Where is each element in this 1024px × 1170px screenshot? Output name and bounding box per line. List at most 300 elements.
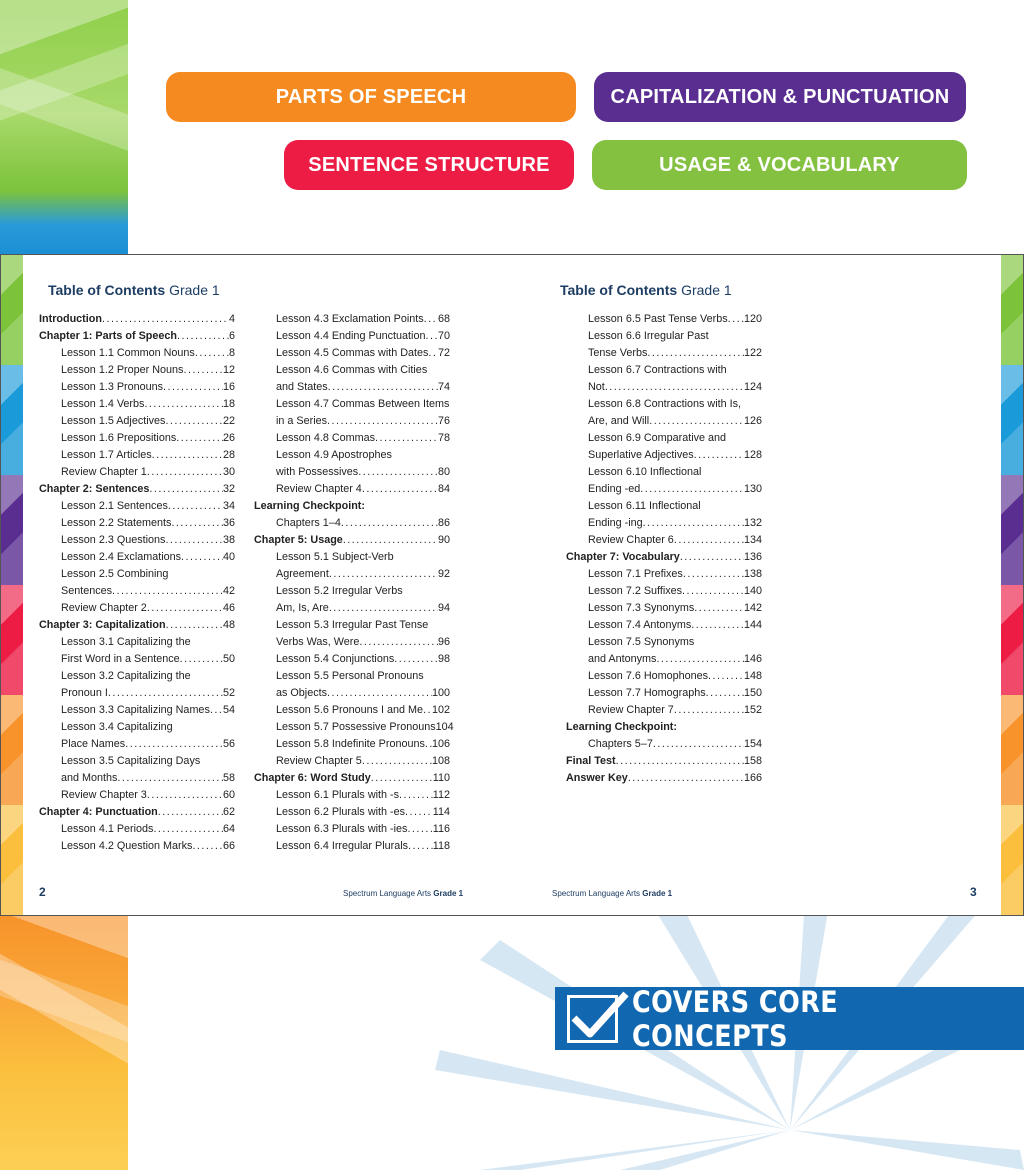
toc-entry-label: Lesson 5.3 Irregular Past Tense (276, 619, 429, 631)
banner-text: COVERS CORE CONCEPTS (631, 984, 838, 1053)
toc-entry-label: Lesson 3.1 Capitalizing the (61, 636, 191, 648)
toc-entry-page: 78 (437, 432, 450, 444)
toc-entry-label: Lesson 6.8 Contractions with Is, (588, 398, 742, 410)
toc-entry-page: 18 (222, 398, 235, 410)
toc-entry-label: Answer Key (566, 772, 628, 784)
toc-entry (566, 668, 762, 685)
toc-entry-label: Lesson 1.3 Pronouns (61, 381, 164, 393)
toc-entry-page: 22 (222, 415, 235, 427)
toc-entry (39, 634, 235, 651)
toc-entry-label: Review Chapter 7 (588, 704, 674, 716)
toc-entry-label: Pronoun I (61, 687, 108, 699)
toc-entry-page: 114 (432, 806, 450, 818)
toc-entry (39, 532, 235, 549)
toc-entry (254, 787, 450, 804)
toc-entry-label: Lesson 6.11 Inflectional (588, 500, 701, 512)
toc-entry (254, 634, 450, 651)
toc-entry (39, 583, 235, 600)
dot-leader (428, 345, 438, 362)
toc-entry-label: Lesson 4.5 Commas with Dates (276, 347, 429, 359)
toc-entry-page: 140 (743, 585, 762, 597)
toc-entry (254, 736, 450, 753)
toc-entry (254, 345, 450, 362)
toc-entry (254, 532, 450, 549)
toc-entry-page: 54 (222, 704, 235, 716)
toc-entry (254, 668, 450, 685)
toc-entry-page: 158 (743, 755, 762, 767)
toc-entry-label: First Word in a Sentence (61, 653, 180, 665)
dot-leader (365, 498, 450, 515)
dot-leader (399, 787, 433, 804)
toc-entry-label: Chapters 1–4 (276, 517, 341, 529)
toc-entry-label: Lesson 5.2 Irregular Verbs (276, 585, 403, 597)
dot-leader (153, 821, 223, 838)
toc-column-3 (566, 311, 762, 787)
dot-leader (329, 566, 438, 583)
dot-leader (425, 736, 432, 753)
edge-segment (1001, 475, 1023, 585)
toc-entry (254, 515, 450, 532)
toc-entry (39, 447, 235, 464)
toc-entry-page: 90 (437, 534, 450, 546)
toc-entry (39, 600, 235, 617)
dot-leader (165, 413, 223, 430)
toc-entry-page: 102 (431, 704, 450, 716)
toc-entry-page: 152 (743, 704, 762, 716)
edge-segment (1, 805, 23, 915)
toc-entry-page: 142 (743, 602, 762, 614)
toc-entry-page: 120 (743, 313, 762, 325)
toc-entry-label: Place Names (61, 738, 126, 750)
dot-leader (405, 804, 433, 821)
dot-leader (147, 787, 223, 804)
decorative-pattern-top (0, 0, 128, 255)
dot-leader (701, 464, 762, 481)
toc-entry (39, 481, 235, 498)
toc-entry-page: 76 (437, 415, 450, 427)
toc-entry (254, 838, 450, 855)
toc-entry (254, 651, 450, 668)
toc-entry-page: 70 (437, 330, 450, 342)
toc-entry-label: Lesson 6.2 Plurals with -es (276, 806, 406, 818)
toc-entry-label: Chapters 5–7 (588, 738, 653, 750)
toc-entry-label: Lesson 6.3 Plurals with -ies (276, 823, 408, 835)
dot-leader (112, 583, 223, 600)
toc-entry-label: Lesson 5.7 Possessive Pronouns (276, 721, 436, 733)
toc-entry-label: Lesson 1.5 Adjectives (61, 415, 166, 427)
dot-leader (741, 396, 762, 413)
toc-entry-label: Lesson 2.4 Exclamations (61, 551, 182, 563)
toc-entry (566, 753, 762, 770)
toc-entry-label: Chapter 5: Usage (254, 534, 343, 546)
toc-entry-page: 8 (228, 347, 235, 359)
category-parts-of-speech: PARTS OF SPEECH (166, 72, 576, 122)
dot-leader (183, 362, 223, 379)
toc-entry-label: Chapter 6: Word Study (254, 772, 371, 784)
toc-entry-page: 32 (222, 483, 235, 495)
toc-entry (39, 413, 235, 430)
toc-entry (254, 379, 450, 396)
toc-entry (566, 464, 762, 481)
toc-entry-label: Chapter 3: Capitalization (39, 619, 166, 631)
toc-entry-label: Final Test (566, 755, 616, 767)
dot-leader (392, 447, 450, 464)
toc-entry-label: Lesson 4.9 Apostrophes (276, 449, 392, 461)
toc-entry (39, 787, 235, 804)
dot-leader (605, 379, 744, 396)
dot-leader (628, 770, 744, 787)
dot-leader (171, 515, 223, 532)
toc-entry (254, 719, 454, 736)
dot-leader (706, 685, 744, 702)
toc-entry-page: 40 (222, 551, 235, 563)
toc-entry (39, 396, 235, 413)
toc-entry-label: Lesson 5.4 Conjunctions (276, 653, 395, 665)
left-page-number: 2 (39, 885, 46, 899)
toc-entry (566, 617, 762, 634)
dot-leader (144, 396, 223, 413)
toc-entry (254, 821, 450, 838)
toc-entry (39, 753, 235, 770)
dot-leader (329, 600, 438, 617)
toc-entry-page: 84 (437, 483, 450, 495)
toc-entry-label: Lesson 7.3 Synonyms (588, 602, 695, 614)
toc-entry (254, 583, 450, 600)
dot-leader (394, 549, 450, 566)
dot-leader (192, 838, 223, 855)
dot-leader (328, 379, 438, 396)
edge-segment (1, 695, 23, 805)
toc-entry-label: Ending -ing (588, 517, 643, 529)
toc-entry-label: Lesson 7.5 Synonyms (588, 636, 695, 648)
toc-entry-page: 118 (432, 840, 450, 852)
toc-entry-page: 130 (743, 483, 762, 495)
dot-leader (680, 549, 744, 566)
toc-entry-page: 36 (222, 517, 235, 529)
toc-entry (566, 362, 762, 379)
toc-entry (39, 685, 235, 702)
toc-entry-page: 74 (437, 381, 450, 393)
dot-leader (177, 328, 229, 345)
left-toc-title: Table of Contents Grade 1 (48, 282, 220, 298)
dot-leader (449, 396, 450, 413)
toc-entry-label: Lesson 6.6 Irregular Past (588, 330, 709, 342)
dot-leader (428, 617, 450, 634)
dot-leader (149, 481, 223, 498)
toc-entry-page: 64 (222, 823, 235, 835)
toc-entry-page: 58 (222, 772, 235, 784)
dot-leader (180, 651, 223, 668)
toc-entry-label: Lesson 4.2 Question Marks (61, 840, 193, 852)
toc-entry-label: Chapter 7: Vocabulary (566, 551, 680, 563)
toc-entry (566, 549, 762, 566)
toc-entry (254, 566, 450, 583)
decorative-pattern-bottom (0, 916, 128, 1170)
toc-entry (566, 481, 762, 498)
dot-leader (168, 566, 235, 583)
toc-entry-label: Lesson 1.1 Common Nouns (61, 347, 195, 359)
toc-entry (566, 328, 762, 345)
toc-entry-page: 100 (431, 687, 450, 699)
toc-entry-page: 146 (743, 653, 762, 665)
toc-entry-page: 132 (743, 517, 762, 529)
toc-entry (39, 430, 235, 447)
toc-entry-page: 62 (222, 806, 235, 818)
dot-leader (147, 464, 223, 481)
toc-entry-page: 128 (743, 449, 762, 461)
dot-leader (195, 345, 229, 362)
toc-entry-page: 148 (743, 670, 762, 682)
checkbox-icon (567, 995, 618, 1043)
toc-entry-page: 94 (437, 602, 450, 614)
dot-leader (152, 447, 223, 464)
toc-entry (254, 413, 450, 430)
toc-entry-label: Lesson 5.5 Personal Pronouns (276, 670, 424, 682)
toc-entry (254, 498, 450, 515)
dot-leader (327, 413, 438, 430)
toc-entry-page: 56 (222, 738, 235, 750)
toc-entry (566, 685, 762, 702)
toc-column-2 (254, 311, 454, 855)
dot-leader (343, 532, 438, 549)
toc-entry (254, 617, 450, 634)
toc-entry (254, 396, 450, 413)
dot-leader (683, 566, 744, 583)
dot-leader (359, 634, 438, 651)
toc-entry-label: Lesson 3.2 Capitalizing the (61, 670, 191, 682)
toc-entry-label: Lesson 5.6 Pronouns I and Me (276, 704, 424, 716)
toc-entry (254, 804, 450, 821)
toc-entry-page: 4 (228, 313, 235, 325)
dot-leader (709, 328, 762, 345)
edge-segment (1, 475, 23, 585)
toc-entry-page: 66 (222, 840, 235, 852)
dot-leader (147, 600, 223, 617)
dot-leader (674, 702, 744, 719)
toc-entry-label: Lesson 6.5 Past Tense Verbs (588, 313, 728, 325)
toc-entry-page: 126 (743, 415, 762, 427)
toc-entry-page: 110 (432, 772, 450, 784)
toc-entry (254, 600, 450, 617)
toc-entry-page: 144 (743, 619, 762, 631)
toc-entry (39, 515, 235, 532)
toc-entry-label: Ending -ed (588, 483, 641, 495)
toc-entry-page: 154 (743, 738, 762, 750)
toc-entry-label: Lesson 1.4 Verbs (61, 398, 145, 410)
dot-leader (108, 685, 223, 702)
toc-entry (254, 447, 450, 464)
dot-leader (694, 634, 762, 651)
book-spread (0, 254, 1024, 916)
dot-leader (708, 668, 744, 685)
toc-entry-label: and Antonyms (588, 653, 657, 665)
toc-entry (39, 464, 235, 481)
toc-entry-label: Am, Is, Are (276, 602, 329, 614)
category-sentence-structure: SENTENCE STRUCTURE (284, 140, 574, 190)
toc-entry-page: 106 (431, 738, 450, 750)
toc-entry-label: Lesson 5.1 Subject-Verb (276, 551, 394, 563)
toc-entry-label: Lesson 2.3 Questions (61, 534, 166, 546)
dot-leader (691, 617, 744, 634)
edge-segment (1001, 805, 1023, 915)
toc-entry-label: Lesson 4.6 Commas with Cities (276, 364, 428, 376)
toc-entry (566, 702, 762, 719)
toc-entry-label: Lesson 1.2 Proper Nouns (61, 364, 184, 376)
toc-entry-page: 92 (437, 568, 450, 580)
toc-entry-page: 80 (437, 466, 450, 478)
dot-leader (191, 668, 235, 685)
dot-leader (726, 430, 762, 447)
toc-entry-label: Lesson 3.5 Capitalizing Days (61, 755, 201, 767)
toc-entry-page: 116 (432, 823, 450, 835)
dot-leader (394, 651, 438, 668)
toc-entry-page: 16 (222, 381, 235, 393)
dot-leader (694, 600, 744, 617)
toc-entry-label: Lesson 6.7 Contractions with (588, 364, 727, 376)
toc-entry (566, 736, 762, 753)
toc-entry (254, 430, 450, 447)
dot-leader (694, 447, 744, 464)
dot-leader (656, 651, 744, 668)
toc-entry (39, 328, 235, 345)
toc-entry-label: in a Series (276, 415, 328, 427)
dot-leader (674, 532, 744, 549)
toc-entry (39, 668, 235, 685)
dot-leader (166, 617, 223, 634)
toc-entry-page: 68 (437, 313, 450, 325)
toc-entry-label: Lesson 2.5 Combining (61, 568, 169, 580)
toc-entry (254, 685, 450, 702)
toc-entry-label: Lesson 7.2 Suffixes (588, 585, 683, 597)
toc-entry (39, 736, 235, 753)
toc-entry (39, 651, 235, 668)
toc-entry (39, 821, 235, 838)
toc-entry-label: Lesson 1.6 Prepositions (61, 432, 177, 444)
toc-entry-page: 34 (222, 500, 235, 512)
toc-entry-page: 150 (743, 687, 762, 699)
toc-entry (566, 566, 762, 583)
toc-column-1 (39, 311, 235, 855)
toc-entry (254, 328, 450, 345)
toc-entry-label: Review Chapter 5 (276, 755, 362, 767)
toc-entry-page: 134 (743, 534, 762, 546)
toc-entry-page: 30 (222, 466, 235, 478)
toc-entry-label: Lesson 2.2 Statements (61, 517, 172, 529)
toc-entry-page: 98 (437, 653, 450, 665)
toc-entry-page: 96 (437, 636, 450, 648)
toc-entry (566, 532, 762, 549)
edge-segment (1001, 365, 1023, 475)
toc-entry (566, 430, 762, 447)
toc-entry (39, 345, 235, 362)
dot-leader (362, 481, 438, 498)
edge-segment (1, 255, 23, 365)
toc-entry-page: 6 (228, 330, 235, 342)
dot-leader (125, 736, 223, 753)
toc-entry-page: 138 (743, 568, 762, 580)
toc-entry-page: 28 (222, 449, 235, 461)
toc-entry (566, 719, 762, 736)
toc-entry (39, 498, 235, 515)
toc-entry-page: 122 (743, 347, 762, 359)
toc-entry-page: 12 (222, 364, 235, 376)
category-capitalization-punctuation: CAPITALIZATION & PUNCTUATION (594, 72, 966, 122)
page-edge-left (1, 255, 23, 915)
toc-entry-page: 86 (437, 517, 450, 529)
toc-entry-label: and Months (61, 772, 118, 784)
toc-entry (39, 804, 235, 821)
toc-entry-label: Lesson 6.1 Plurals with -s (276, 789, 400, 801)
dot-leader (425, 328, 438, 345)
dot-leader (102, 311, 229, 328)
toc-entry (254, 702, 450, 719)
toc-entry-label: Chapter 1: Parts of Speech (39, 330, 177, 342)
toc-entry-label: Introduction (39, 313, 102, 325)
toc-entry-page: 108 (431, 755, 450, 767)
toc-entry-label: Lesson 6.9 Comparative and (588, 432, 727, 444)
toc-entry (566, 345, 762, 362)
toc-entry (566, 413, 762, 430)
toc-entry-page: 26 (222, 432, 235, 444)
toc-entry (254, 311, 450, 328)
toc-entry-label: Lesson 6.4 Irregular Plurals (276, 840, 409, 852)
toc-entry-label: Not (588, 381, 605, 393)
right-toc-title: Table of Contents Grade 1 (560, 282, 732, 298)
toc-entry-label: Lesson 3.4 Capitalizing (61, 721, 173, 733)
toc-entry (39, 379, 235, 396)
dot-leader (643, 515, 744, 532)
edge-segment (1001, 255, 1023, 365)
dot-leader (677, 719, 762, 736)
dot-leader (371, 770, 433, 787)
dot-leader (616, 753, 744, 770)
toc-entry-label: Lesson 7.6 Homophones (588, 670, 709, 682)
toc-entry-page: 136 (743, 551, 762, 563)
dot-leader (407, 821, 432, 838)
toc-entry-page: 166 (743, 772, 762, 784)
dot-leader (647, 345, 744, 362)
left-footer: Spectrum Language Arts Grade 1 (343, 889, 464, 898)
dot-leader (640, 481, 744, 498)
covers-core-concepts-banner (555, 984, 1024, 1053)
dot-leader (728, 311, 744, 328)
toc-entry-label: Lesson 3.3 Capitalizing Names (61, 704, 210, 716)
toc-entry-page: 38 (222, 534, 235, 546)
toc-entry (566, 651, 762, 668)
toc-entry (39, 549, 235, 566)
dot-leader (375, 430, 438, 447)
page-edge-right (1001, 255, 1023, 915)
toc-entry-label: Lesson 5.8 Indefinite Pronouns (276, 738, 425, 750)
toc-entry-label: Lesson 7.4 Antonyms (588, 619, 692, 631)
toc-entry (566, 515, 762, 532)
toc-entry-label: Verbs Was, Were (276, 636, 360, 648)
toc-entry-label: Agreement (276, 568, 329, 580)
dot-leader (191, 634, 235, 651)
toc-entry-label: with Possessives (276, 466, 359, 478)
toc-entry-page: 112 (432, 789, 450, 801)
dot-leader (727, 362, 762, 379)
dot-leader (424, 311, 438, 328)
toc-entry-page: 48 (222, 619, 235, 631)
toc-entry-label: Lesson 6.10 Inflectional (588, 466, 702, 478)
toc-entry-label: Lesson 7.1 Prefixes (588, 568, 683, 580)
toc-entry-label: Lesson 4.1 Periods (61, 823, 154, 835)
dot-leader (403, 583, 450, 600)
toc-entry-page: 60 (222, 789, 235, 801)
category-usage-vocabulary: USAGE & VOCABULARY (592, 140, 967, 190)
dot-leader (653, 736, 744, 753)
